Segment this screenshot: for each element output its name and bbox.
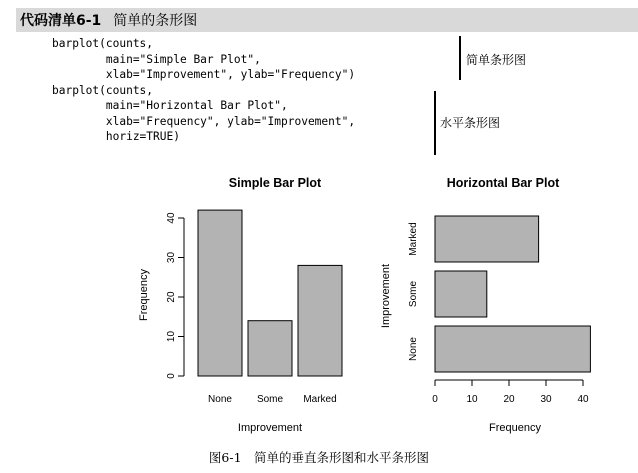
bar bbox=[435, 326, 590, 372]
y-axis-label: Improvement bbox=[380, 263, 392, 329]
x-tick-label: Some bbox=[256, 394, 284, 405]
y-tick-label: Marked bbox=[408, 222, 419, 256]
bar bbox=[435, 271, 487, 317]
annotation-simple: 简单条形图 bbox=[466, 53, 527, 67]
chart-title: Horizontal Bar Plot bbox=[446, 176, 560, 190]
code-line: barplot(counts, bbox=[52, 83, 154, 97]
y-tick-label: Some bbox=[408, 280, 419, 308]
code-line: main="Horizontal Bar Plot", bbox=[52, 99, 288, 112]
y-tick-label: 0 bbox=[166, 373, 177, 379]
x-tick-label: None bbox=[208, 394, 232, 405]
code-line: barplot(counts, bbox=[52, 37, 154, 50]
x-tick-label: 40 bbox=[577, 394, 589, 405]
code-line: main="Simple Bar Plot", bbox=[52, 52, 261, 66]
x-tick-label: 30 bbox=[540, 394, 552, 405]
listing-label: 代码清单6-1 bbox=[20, 13, 102, 29]
x-tick-label: 10 bbox=[466, 394, 478, 405]
chart-title: Simple Bar Plot bbox=[228, 176, 322, 190]
y-tick-label: 40 bbox=[166, 212, 177, 224]
figure-caption: 图6-1 简单的垂直条形图和水平条形图 bbox=[208, 450, 430, 465]
bar bbox=[435, 216, 539, 262]
y-tick-label: 20 bbox=[166, 291, 177, 303]
annotation-horizontal: 水平条形图 bbox=[440, 116, 501, 130]
code-line: xlab="Frequency", ylab="Improvement", bbox=[52, 114, 356, 128]
listing-title: 简单的条形图 bbox=[113, 13, 198, 29]
x-tick-label: 20 bbox=[503, 394, 515, 405]
y-tick-label: 30 bbox=[166, 251, 177, 264]
code-line: xlab="Improvement", ylab="Frequency") bbox=[52, 68, 356, 81]
x-axis-label: Frequency bbox=[489, 422, 541, 434]
x-tick-label: 0 bbox=[432, 394, 438, 405]
code-line: horiz=TRUE) bbox=[52, 130, 180, 143]
y-tick-label: None bbox=[408, 337, 419, 361]
x-axis-label: Improvement bbox=[237, 422, 303, 434]
y-tick-label: 10 bbox=[166, 330, 177, 343]
x-tick-label: Marked bbox=[303, 394, 337, 405]
y-axis-label: Frequency bbox=[138, 269, 150, 321]
